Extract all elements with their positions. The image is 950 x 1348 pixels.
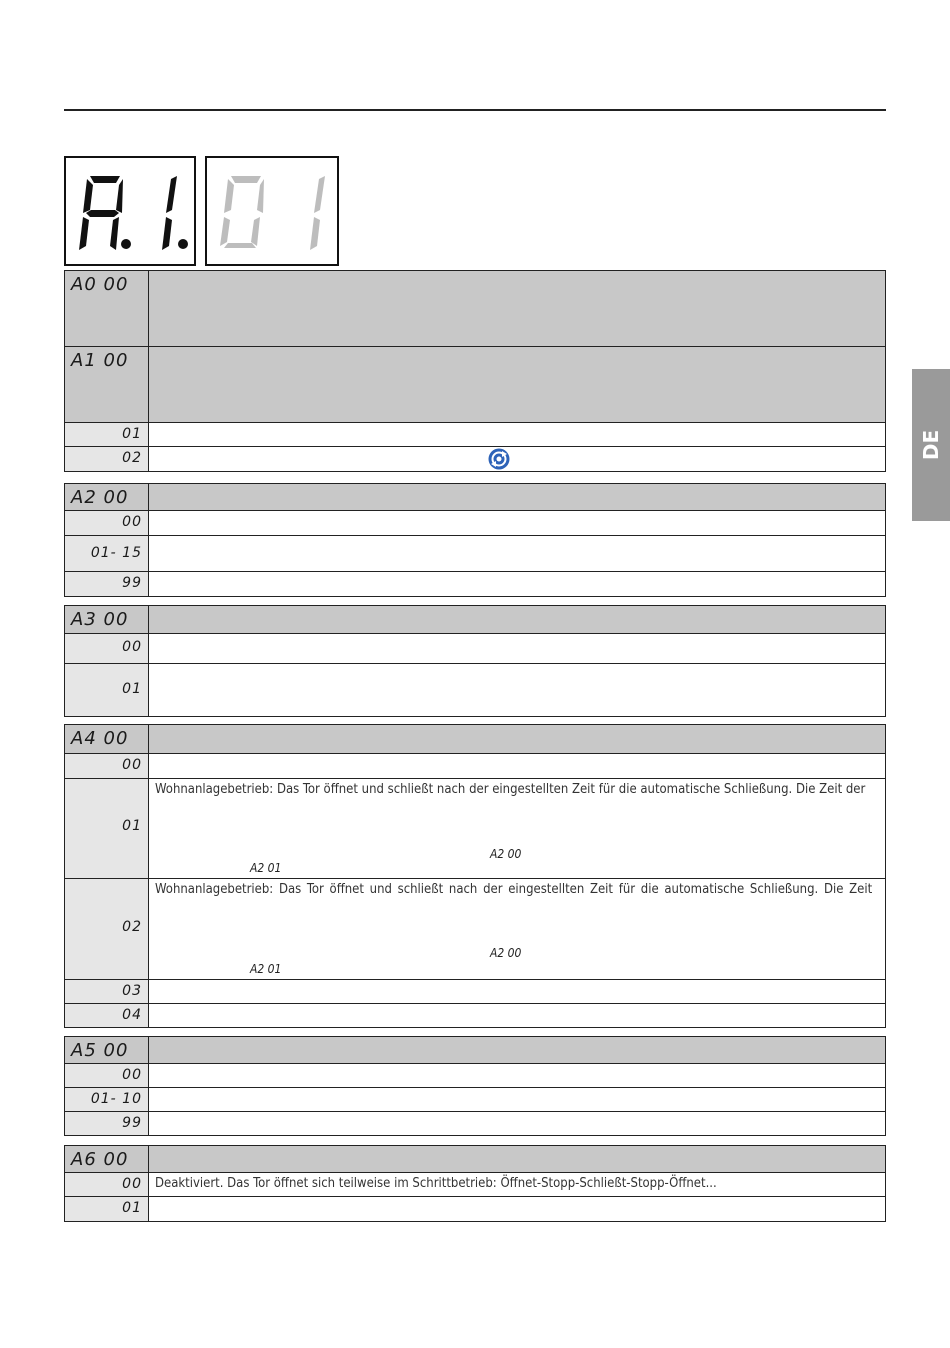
- description-text: Wohnanlagebetrieb: Das Tor öffnet und schließt nach der eingestellten Zeit für die automatische Schließung. Die Zeit der: [155, 782, 866, 797]
- section-header: [65, 484, 885, 511]
- parameter-code: A0 00: [71, 274, 129, 295]
- value-description: [149, 423, 885, 446]
- table-row: [65, 779, 885, 879]
- section-header: [65, 1037, 885, 1064]
- inline-parameter-code: A2 01: [250, 861, 282, 875]
- value-description: [149, 879, 885, 979]
- reverse-cycle-icon: [488, 448, 510, 470]
- top-rule: [64, 109, 886, 111]
- section-a6: [64, 1145, 886, 1222]
- section-header: [65, 1146, 885, 1173]
- table-row: [65, 664, 885, 717]
- language-tab-de[interactable]: DE: [912, 369, 950, 521]
- table-row: [65, 1197, 885, 1222]
- table-row: [65, 1112, 885, 1136]
- description-text: Wohnanlagebetrieb: Das Tor öffnet und schließt nach der eingestellten Zeit für die automatische Schließung. Die Zeit: [155, 882, 873, 897]
- value-code: 01- 15: [90, 545, 142, 561]
- value-code: 00: [122, 1067, 142, 1083]
- value-code: 99: [122, 1115, 142, 1131]
- value-description: [149, 1004, 885, 1027]
- value-code: 00: [122, 1176, 142, 1192]
- table-row: [65, 447, 885, 472]
- value-code: 01: [122, 426, 142, 442]
- value-code: 01: [122, 818, 142, 834]
- lcd-display-value: [205, 156, 339, 266]
- section-header: [65, 725, 885, 754]
- section-a1: [64, 346, 886, 472]
- value-code: 00: [122, 514, 142, 530]
- table-row: [65, 754, 885, 779]
- value-description: [149, 634, 885, 663]
- section-header: [65, 347, 885, 423]
- value-code: 01- 10: [90, 1091, 142, 1107]
- value-description: [149, 572, 885, 596]
- value-description: [149, 1064, 885, 1087]
- table-row: [65, 980, 885, 1004]
- value-description: [149, 1088, 885, 1111]
- inline-parameter-code: A2 00: [490, 847, 522, 861]
- value-description: [149, 447, 885, 471]
- section-header: [65, 606, 885, 634]
- inline-parameter-code: A2 01: [250, 962, 282, 976]
- section-a2: [64, 483, 886, 597]
- value-code: 00: [122, 757, 142, 773]
- value-code: 03: [122, 983, 142, 999]
- value-description: [149, 1112, 885, 1135]
- inline-parameter-code: A2 00: [490, 946, 522, 960]
- table-row: [65, 1173, 885, 1197]
- parameter-code: A6 00: [71, 1149, 129, 1170]
- value-description: [149, 754, 885, 778]
- lcd-display-parameter: [64, 156, 196, 266]
- value-description: [149, 664, 885, 716]
- value-code: 01: [122, 681, 142, 697]
- table-row: [65, 879, 885, 980]
- table-row: [65, 511, 885, 536]
- section-a0: [64, 270, 886, 347]
- value-description: [149, 1197, 885, 1221]
- table-row: [65, 572, 885, 597]
- value-description: [149, 511, 885, 535]
- parameter-code: A3 00: [71, 609, 129, 630]
- section-header: [65, 271, 885, 347]
- section-a3: [64, 605, 886, 717]
- value-description: [149, 980, 885, 1003]
- section-a5: [64, 1036, 886, 1136]
- value-description: [149, 536, 885, 571]
- table-row: [65, 1064, 885, 1088]
- value-code: 00: [122, 639, 142, 655]
- section-a4: [64, 724, 886, 1028]
- table-row: [65, 423, 885, 447]
- value-code: 02: [122, 919, 142, 935]
- table-row: [65, 634, 885, 664]
- value-code: 99: [122, 575, 142, 591]
- value-description: Deaktiviert. Das Tor öffnet sich teilweise im Schrittbetrieb: Öffnet-Stopp-Schließt-Stopp-Öffnet...: [149, 1173, 885, 1196]
- parameter-code: A5 00: [71, 1040, 129, 1061]
- value-description: [149, 779, 885, 878]
- table-row: [65, 1004, 885, 1028]
- parameter-code: A4 00: [71, 728, 129, 749]
- value-code: 02: [122, 450, 142, 466]
- table-row: [65, 536, 885, 572]
- value-code: 01: [122, 1200, 142, 1216]
- parameter-code: A2 00: [71, 487, 129, 508]
- parameter-code: A1 00: [71, 350, 129, 371]
- table-row: [65, 1088, 885, 1112]
- value-code: 04: [122, 1007, 142, 1023]
